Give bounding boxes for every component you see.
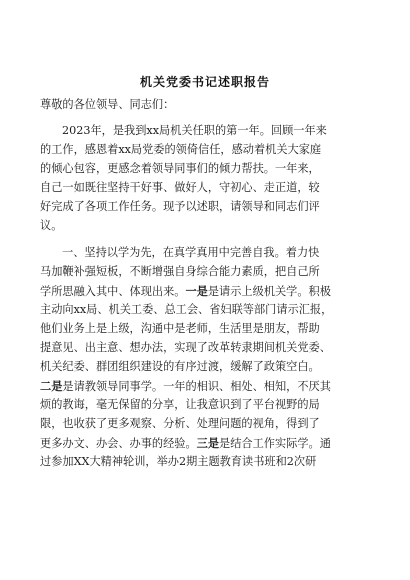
paragraph-line: 主动向xx局、机关工委、总工会、省妇联等部门请示汇报， [40,303,333,316]
paragraph-line: 一、坚持以学为先，在真学真用中完善自我。着力快 [62,246,320,259]
paragraph-line: 烦的教诲，毫无保留的分享，让我意识到了平台视野的局 [40,398,320,411]
paragraph-line: 马加鞭补强短板，不断增强自身综合能力素质，把自己所 [40,265,320,278]
paragraph-line: 的工作，感恩着xx局党委的领倚信任，感动着机关大家庭 [40,143,322,156]
paragraph-line [40,436,380,451]
emphasis-second: 二是 [40,379,63,393]
emphasis-first: 一是 [185,284,208,298]
paragraph-line: 自己一如既往坚持干好事、做好人，守初心、走正道，较 [40,181,320,194]
document-title: 机关党委书记述职报告 [139,75,270,89]
paragraph-line [40,284,380,299]
paragraph-text: 是结合工作实际学。通 [219,437,331,450]
paragraph-line: 限，也收获了更多观察、分析、处理问题的视角，得到了 [40,417,320,430]
emphasis-third: 三是 [196,436,220,450]
salutation: 尊敬的各位领导、同志们： [40,98,175,111]
paragraph-line [40,379,380,394]
paragraph-line: 机关纪委、群团组织建设的有序过渡，缓解了政策空白。 [40,360,320,373]
paragraph-line: 2023年，是我到xx局机关任职的第一年。回顾一年来 [62,124,327,137]
paragraph-line: 的倾心包容，更感念着领导同事们的倾力帮扶。一年来， [40,162,320,175]
paragraph-line: 好完成了各项工作任务。现予以述职，请领导和同志们评 [40,200,320,213]
paragraph-text: 是请示上级机关学。积极 [207,285,331,298]
paragraph-line: 他们业务上是上级，沟通中是老师，生活里是朋友，帮助 [40,322,320,335]
paragraph-text: 学所思融入其中、体现出来。 [40,285,186,298]
paragraph-line: 过参加XX大精神轮训，举办2期主题教育读书班和2次研 [40,455,317,468]
paragraph-line: 议。 [40,219,63,232]
paragraph-line: 提意见、出主意、想办法，实现了改革转隶期间机关党委、 [40,341,331,354]
paragraph-text: 更多办文、办会、办事的经验。 [40,437,197,450]
paragraph-text: 是请教领导同事学。一年的相识、相处、相知，不厌其 [62,380,331,393]
